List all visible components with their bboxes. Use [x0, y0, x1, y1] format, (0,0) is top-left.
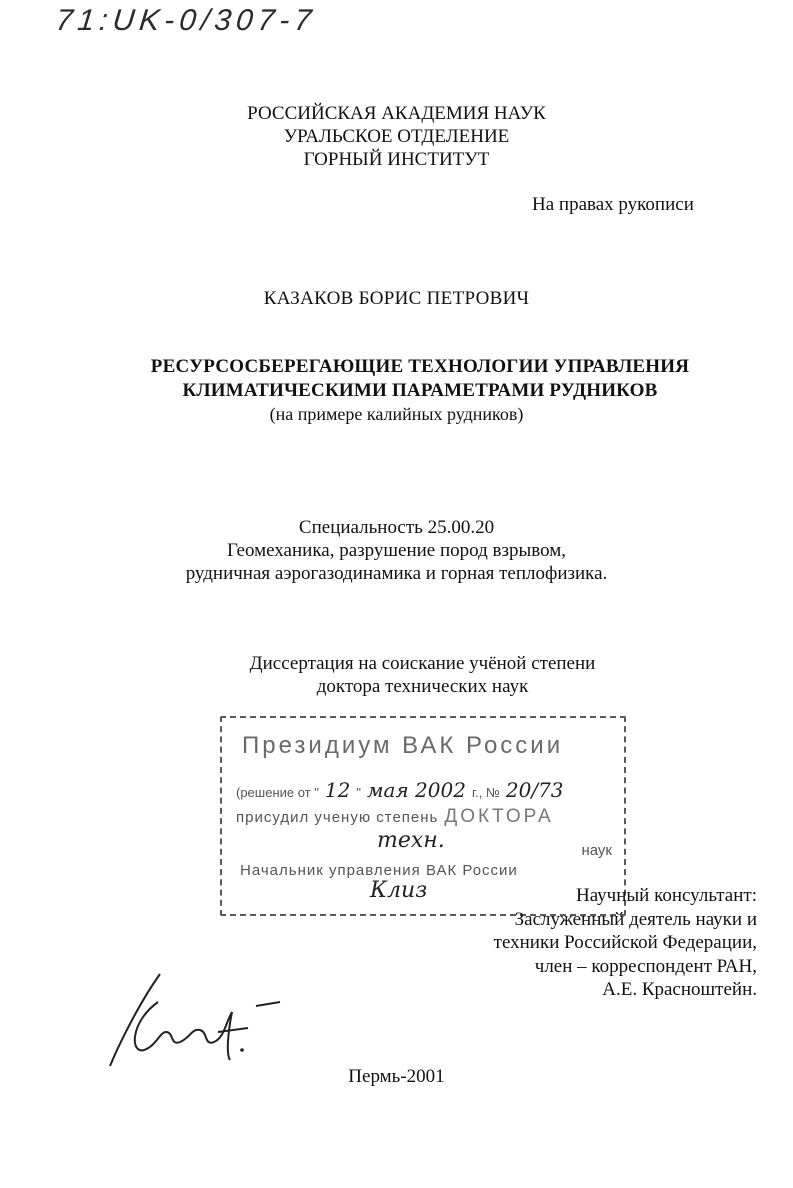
title-subtitle: (на примере калийных рудников)	[269, 404, 524, 424]
stamp-decision-prefix: (решение от "	[236, 785, 319, 800]
stamp-head: Начальник управления ВАК России	[240, 862, 518, 879]
organization-line: РОССИЙСКАЯ АКАДЕМИЯ НАУК	[247, 103, 546, 124]
scientific-consultant-block	[494, 884, 757, 1002]
degree-line: Диссертация на соискание учёной степени	[249, 653, 596, 674]
consultant-line: Заслуженный деятель науки и	[514, 908, 757, 930]
organization-line: ГОРНЫЙ ИНСТИТУТ	[303, 149, 490, 170]
consultant-line: член – корреспондент РАН,	[534, 955, 757, 977]
stamp-degree-level: ДОКТОРА	[444, 806, 554, 827]
stamp-decision-number: 20/73	[505, 778, 564, 802]
consultant-label: Научный консультант:	[575, 885, 757, 906]
title-line: РЕСУРСОСБЕРЕГАЮЩИЕ ТЕХНОЛОГИИ УПРАВЛЕНИЯ	[150, 356, 690, 377]
degree-line: доктора технических наук	[316, 676, 529, 697]
dissertation-title	[40, 355, 793, 403]
author-signature	[100, 962, 300, 1072]
city-year: Пермь-2001	[348, 1066, 445, 1087]
organization-line: УРАЛЬСКОЕ ОТДЕЛЕНИЕ	[283, 126, 510, 147]
manuscript-rights-note: На правах рукописи	[532, 194, 694, 215]
consultant-line: техники Российской Федерации,	[493, 932, 757, 953]
stamp-awarded: присудил ученую степень	[236, 809, 439, 826]
stamp-day: 12	[324, 778, 351, 802]
stamp-field-suffix: наук	[581, 842, 612, 859]
stamp-field: техн.	[377, 828, 445, 853]
archive-number: 71:UK-0/307-7	[54, 4, 318, 37]
consultant-name: А.Е. Красноштейн.	[602, 979, 757, 1000]
specialty-block	[0, 516, 793, 585]
stamp-year-suffix: г., №	[471, 785, 500, 800]
specialty-code: Специальность 25.00.20	[298, 517, 495, 538]
organization-block	[0, 102, 793, 171]
specialty-line: рудничная аэрогазодинамика и горная теплофизика.	[185, 563, 608, 584]
stamp-month: мая 2002	[366, 778, 466, 802]
stamp-awarded-line	[236, 806, 554, 828]
stamp-header: Президиум ВАК России	[242, 732, 564, 759]
title-line: КЛИМАТИЧЕСКИМИ ПАРАМЕТРАМИ РУДНИКОВ	[182, 380, 658, 401]
degree-block	[0, 652, 793, 698]
stamp-head-signature: Клиз	[370, 878, 428, 903]
specialty-line: Геомеханика, разрушение пород взрывом,	[226, 540, 566, 561]
author-name: КАЗАКОВ БОРИС ПЕТРОВИЧ	[263, 288, 530, 309]
stamp-decision-line: (решение от " 12 " мая 2002 г., № 20/73	[236, 778, 564, 802]
